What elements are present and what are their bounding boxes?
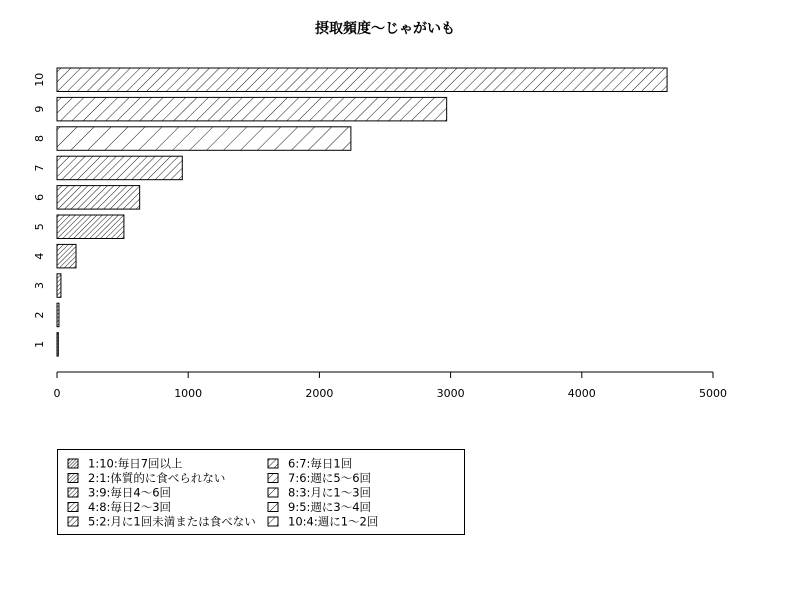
x-tick-label: 1000 bbox=[174, 387, 203, 400]
x-tick-label: 4000 bbox=[567, 387, 596, 400]
legend-swatch bbox=[268, 488, 278, 497]
legend-label: 3:9:毎日4〜6回 bbox=[88, 485, 172, 500]
legend-swatch bbox=[68, 459, 78, 468]
chart-title: 摂取頻度〜じゃがいも bbox=[315, 21, 455, 37]
legend-swatch bbox=[68, 474, 78, 483]
legend-label: 10:4:週に1〜2回 bbox=[288, 514, 379, 529]
bar-5 bbox=[57, 215, 124, 239]
y-tick-label: 3 bbox=[33, 282, 46, 290]
y-tick-label: 5 bbox=[33, 223, 46, 231]
legend-label: 8:3:月に1〜3回 bbox=[288, 485, 372, 500]
y-tick-label: 9 bbox=[33, 105, 46, 113]
bar-3 bbox=[57, 274, 61, 298]
x-tick-label: 3000 bbox=[436, 387, 465, 400]
legend bbox=[58, 450, 465, 535]
x-axis bbox=[54, 372, 728, 400]
legend-label: 6:7:毎日1回 bbox=[288, 456, 353, 471]
legend-label: 1:10:毎日7回以上 bbox=[88, 456, 183, 471]
legend-label: 7:6:週に5〜6回 bbox=[288, 471, 372, 485]
y-tick-label: 1 bbox=[33, 340, 46, 348]
y-tick-label: 2 bbox=[33, 311, 46, 319]
x-tick-label: 5000 bbox=[699, 387, 727, 400]
bar-2 bbox=[57, 303, 59, 327]
y-tick-label: 7 bbox=[33, 164, 46, 172]
legend-label: 5:2:月に1回未満または食べない bbox=[88, 514, 256, 529]
y-tick-label: 10 bbox=[33, 72, 46, 87]
bar-10 bbox=[57, 68, 667, 92]
bar-6 bbox=[57, 186, 140, 210]
bar-8 bbox=[57, 127, 351, 151]
legend-label: 9:5:週に3〜4回 bbox=[288, 500, 372, 514]
y-axis bbox=[33, 73, 46, 348]
legend-label: 4:8:毎日2〜3回 bbox=[88, 500, 172, 514]
y-tick-label: 8 bbox=[33, 135, 46, 143]
x-tick-label: 0 bbox=[53, 387, 61, 400]
bar-7 bbox=[57, 156, 182, 180]
legend-swatch bbox=[68, 503, 78, 512]
y-tick-label: 6 bbox=[33, 193, 46, 201]
legend-swatch bbox=[268, 517, 278, 526]
bar-9 bbox=[57, 97, 447, 121]
legend-swatch bbox=[268, 459, 278, 468]
bar-1 bbox=[57, 333, 58, 357]
bar-4 bbox=[57, 244, 76, 268]
legend-swatch bbox=[268, 503, 278, 512]
legend-swatch bbox=[68, 517, 78, 526]
legend-swatch bbox=[268, 474, 278, 483]
legend-swatch bbox=[68, 488, 78, 497]
x-tick-label: 2000 bbox=[305, 387, 334, 400]
legend-label: 2:1:体質的に食べられない bbox=[88, 471, 226, 485]
bars-layer bbox=[57, 68, 667, 356]
y-tick-label: 4 bbox=[33, 252, 46, 260]
